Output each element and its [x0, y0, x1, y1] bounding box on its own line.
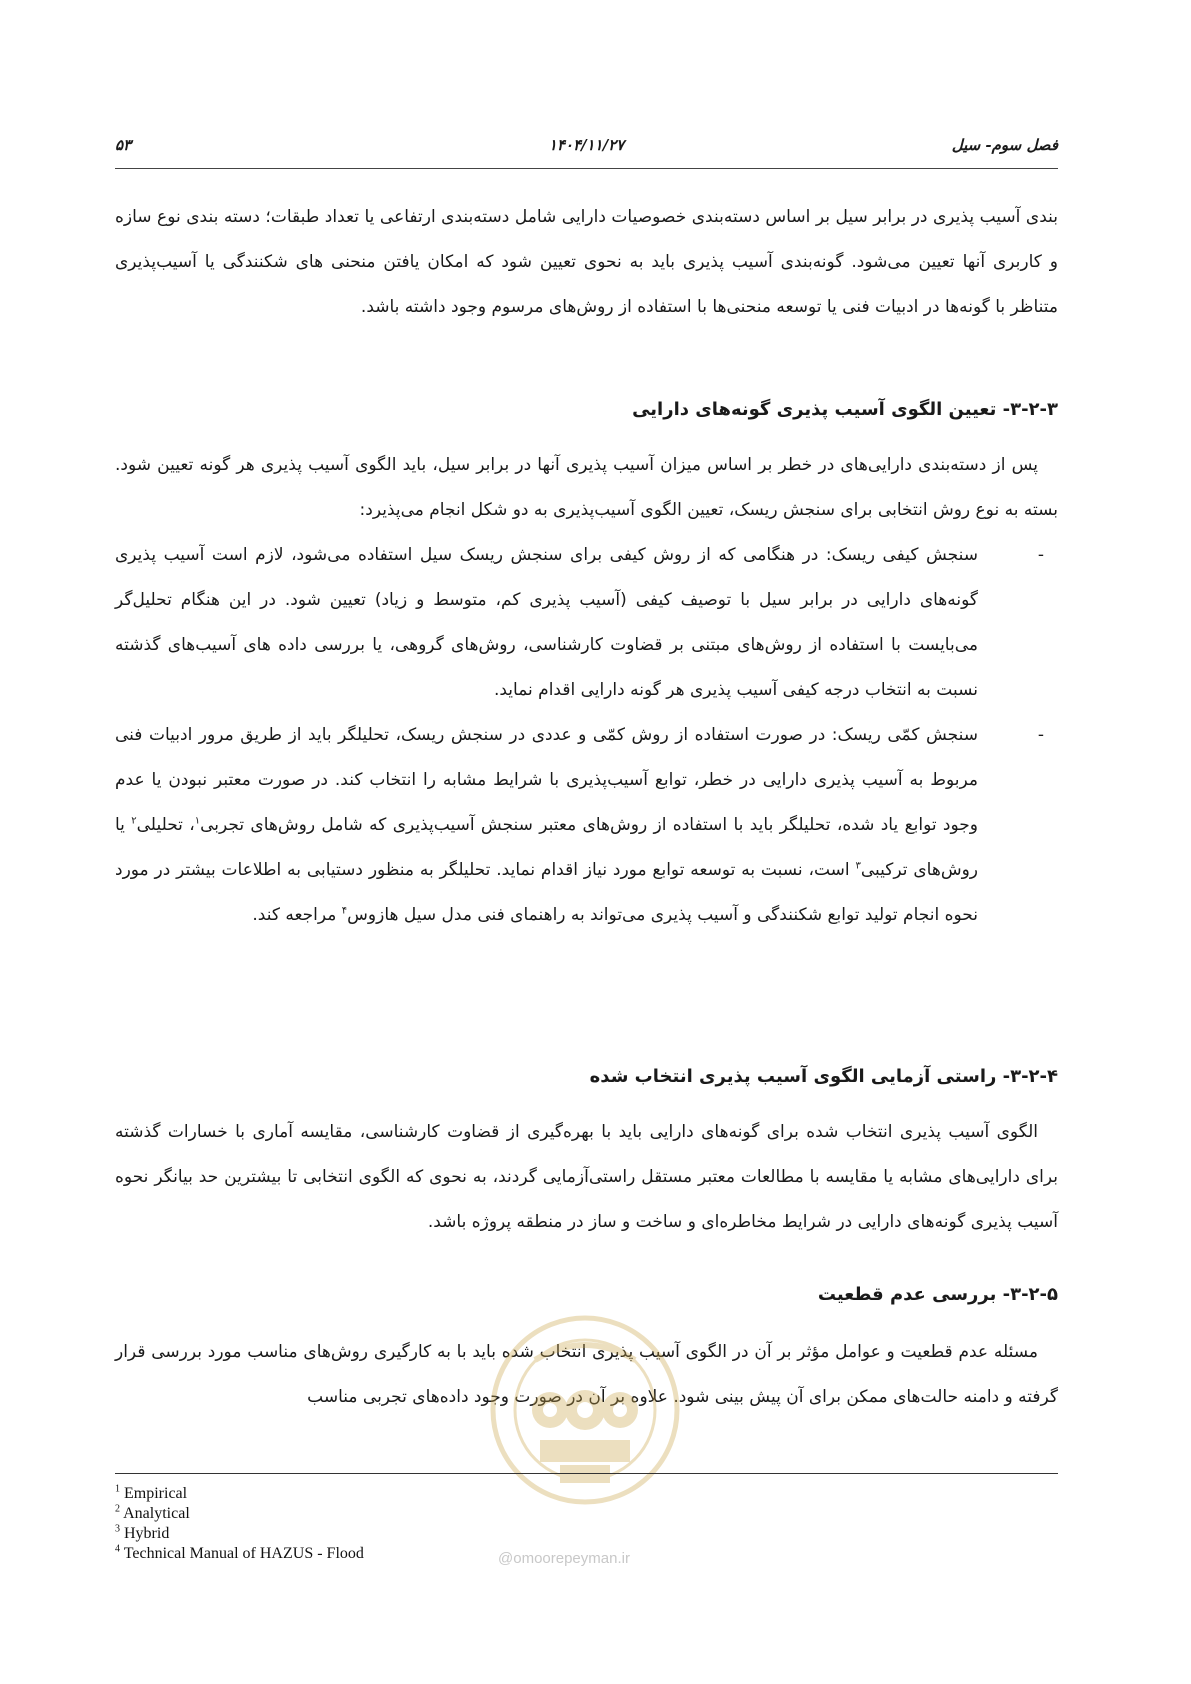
paragraph-uncertainty: مسئله عدم قطعیت و عوامل مؤثر بر آن در الگوی آسیب پذیری انتخاب شده باید با به کارگیری روش‌های مناسب مورد بررسی قرار گرفته و دامنه حالت‌های ممکن برای آن پیش بینی شود. علاوه بر آن در صورت وجود داده‌های تجربی مناسب	[115, 1342, 1058, 1407]
footnote-number: 4	[115, 1543, 120, 1555]
heading-text: ۳-۲-۴- راستی آزمایی الگوی آسیب پذیری انتخاب شده	[589, 1066, 1058, 1087]
footnote-number: 2	[115, 1503, 120, 1515]
footnote-number: 1	[115, 1483, 120, 1495]
heading-text: ۳-۲-۵- بررسی عدم قطعیت	[817, 1284, 1058, 1305]
watermark-site: @omoorepeyman.ir	[498, 1550, 630, 1567]
bullet-text-part: ، تحلیلی	[136, 815, 195, 835]
footnote-rule	[115, 1473, 1058, 1474]
footnote-2	[115, 1504, 364, 1524]
watermark-seal-icon	[480, 1300, 690, 1520]
bullet-text-part: سنجش کمّی ریسک: در صورت استفاده از روش کمّی و عددی در سنجش ریسک، تحلیلگر باید از طریق مرور ادبیات فنی مربوط به آسیب پذیری دارایی در خطر، توابع آسیب‌پذیری با شرایط مشابه را انتخاب کند. در صورت معتبر نبودن یا عدم وجود توابع یاد شده، تحلیلگر باید با استفاده از روش‌های معتبر سنجش آسیب‌پذیری که شامل روش‌های تجربی	[115, 725, 978, 835]
footnote-ref-3[interactable]: ۳	[855, 860, 861, 872]
section-heading-3-2-4	[115, 1062, 1058, 1092]
bullet-qualitative	[115, 533, 1058, 713]
footnote-ref-1[interactable]: ۱	[194, 815, 201, 827]
bullet-quantitative	[115, 713, 1058, 938]
heading-text: ۳-۲-۳- تعیین الگوی آسیب پذیری گونه‌های دارایی	[632, 399, 1058, 420]
running-header	[115, 136, 1058, 162]
bullet-text-part: است، نسبت به توسعه توابع مورد نیاز اقدام نماید. تحلیلگر به منظور دستیابی به اطلاعات بیشتر در مورد نحوه انجام تولید توابع شکنندگی و آسیب پذیری می‌تواند به راهنمای فنی مدل سیل هازوس	[115, 860, 978, 925]
footnote-text: Technical Manual of HAZUS - Flood	[123, 1545, 364, 1562]
paragraph-validation: الگوی آسیب پذیری انتخاب شده برای گونه‌های دارایی باید با بهره‌گیری از قضاوت کارشناسی، مقایسه آماری با خسارات گذشته برای دارایی‌های مشابه یا مقایسه با مطالعات معتبر مستقل راستی‌آزمایی گردند، به نحوی که الگوی انتخابی تا بیشترین حد بیانگر نحوه آسیب پذیری گونه‌های دارایی در شرایط مخاطره‌ای و ساخت و ساز در منطقه پروژه باشد.	[115, 1122, 1058, 1232]
footnote-ref-4[interactable]: ۴	[341, 905, 348, 917]
chapter-title: فصل سوم- سیل	[951, 136, 1058, 154]
footnote-text: Empirical	[124, 1485, 188, 1502]
footnote-3	[115, 1524, 364, 1544]
footnote-1	[115, 1484, 364, 1504]
paragraph-intro: پس از دسته‌بندی دارایی‌های در خطر بر اساس میزان آسیب پذیری آنها در برابر سیل، باید الگوی آسیب پذیری هر گونه تعیین شود. بسته به نوع روش انتخابی برای سنجش ریسک، تعیین الگوی آسیب‌پذیری به دو شکل انجام می‌پذیرد:	[115, 455, 1058, 520]
footnote-text: Analytical	[123, 1505, 190, 1522]
footnote-number: 3	[115, 1523, 120, 1535]
page-number: ۵۳	[115, 136, 132, 154]
header-date: ۱۴۰۴/۱۱/۲۷	[548, 136, 625, 154]
header-rule	[115, 168, 1058, 169]
bullet-dash: -	[1037, 545, 1044, 565]
bullet-text-part: مراجعه کند.	[252, 905, 342, 925]
bullet-text-part: یا روش‌های ترکیبی	[115, 815, 978, 880]
footnote-text: Hybrid	[124, 1525, 170, 1542]
bullet-list	[115, 533, 1058, 938]
footnotes	[115, 1484, 364, 1564]
bullet-text: سنجش کیفی ریسک: در هنگامی که از روش کیفی برای سنجش ریسک سیل استفاده می‌شود، لازم است آسیب پذیری گونه‌های دارایی در برابر سیل با توصیف کیفی (آسیب پذیری کم، متوسط و زیاد) تعیین شود. در این هنگام تحلیل‌گر می‌بایست با استفاده از روش‌های مبتنی بر قضاوت کارشناسی، روش‌های گروهی، یا بررسی داده های آسیب‌های گذشته نسبت به انتخاب درجه کیفی آسیب پذیری هر گونه دارایی اقدام نماید.	[115, 545, 978, 700]
paragraph-continuation: بندی آسیب پذیری در برابر سیل بر اساس دسته‌بندی خصوصیات دارایی شامل دسته‌بندی ارتفاعی یا تعداد طبقات؛ دسته بندی نوع سازه و کاربری آنها تعیین می‌شود. گونه‌بندی آسیب پذیری باید به نحوی تعیین شود که امکان یافتن منحنی های شکنندگی یا آسیب‌پذیری متناظر با گونه‌ها در ادبیات فنی یا توسعه منحنی‌ها با استفاده از روش‌های مرسوم وجود داشته باشد.	[115, 207, 1058, 317]
footnote-ref-2[interactable]: ۲	[131, 815, 137, 827]
section-heading-3-2-3	[115, 395, 1058, 425]
footnote-4	[115, 1544, 364, 1564]
bullet-dash: -	[1037, 725, 1044, 745]
